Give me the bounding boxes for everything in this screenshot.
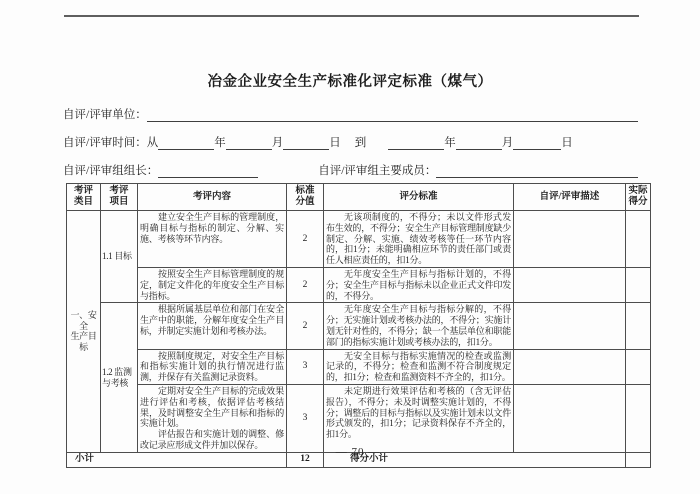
from-day-blank-field (283, 136, 329, 150)
column-header-actual-score: 实际 得分 (626, 184, 651, 211)
content-cell: 建立安全生产目标的管理制度，明确目标与指标的制定、分解、实施、考核等环节内容。 (138, 211, 287, 268)
table-row (67, 303, 651, 349)
time-line (63, 136, 638, 150)
content-cell: 定期对安全生产目标的完成效果进行评估和考核，依据评估考核结果，及时调整安全生产目标和指标的实施计划。 评估报告和实施计划的调整、修改记录应形成文件并加以保存。 (138, 384, 287, 452)
unit-line (63, 108, 638, 122)
time-label: 自评/评审时间：从 (63, 137, 159, 149)
standard-score-cell: 2 (287, 303, 324, 349)
column-header-project: 考评 项目 (101, 184, 138, 211)
actual-score-cell (626, 384, 651, 452)
to-year-blank-field (388, 136, 444, 150)
scoring-criteria-cell: 无安全目标与指标实施情况的检查或监测记录的，不得分；检查和监测不符合制度规定的，扣1分；检查和监测资料不齐全的，扣1分。 (324, 349, 514, 384)
review-description-cell (514, 267, 626, 302)
review-description-cell (514, 303, 626, 349)
table-row (67, 267, 651, 302)
scoring-criteria-cell: 无年度安全生产目标与指标计划的，不得分；安全生产目标与指标未以企业正式文件印发的，不得分。 (324, 267, 514, 302)
project-cell: 1.1 目标 (101, 211, 138, 303)
leader-line (63, 164, 638, 178)
scoring-criteria-cell: 未定期进行效果评估和考核的（含无评估报告），不得分；未及时调整实施计划的，不得分；调整后的目标与指标以及实施计划未以文件形式颁发的，扣1分；记录资料保存不齐全的，扣1分。 (324, 384, 514, 452)
category-cell: 一、安全 生产目标 (67, 211, 101, 453)
page-title: 冶金企业安全生产标准化评定标准（煤气） (207, 74, 493, 90)
day-label: 日 (329, 137, 341, 149)
month-label: 月 (501, 137, 514, 149)
actual-score-cell (626, 267, 651, 302)
subtotal-label: 小计 (67, 452, 287, 467)
actual-score-cell (626, 211, 651, 268)
table-row (67, 211, 651, 268)
year-label: 年 (214, 137, 226, 149)
unit-blank-field (147, 108, 638, 122)
to-day-blank-field (513, 136, 561, 150)
standard-score-cell: 3 (287, 384, 324, 452)
leader-label: 自评/评审组组长： (63, 165, 159, 177)
column-header-standard-score: 标准 分值 (287, 184, 324, 211)
page-number: — 70 — (335, 446, 381, 458)
actual-score-cell (626, 303, 651, 349)
evaluation-table (66, 183, 651, 468)
from-month-blank-field (226, 136, 272, 150)
review-description-cell (514, 211, 626, 268)
actual-score-cell (626, 349, 651, 384)
day-label: 日 (561, 137, 573, 149)
from-year-blank-field (158, 136, 214, 150)
content-cell: 按照制度规定，对安全生产目标和指标实施计划的执行情况进行监测，并保存有关监测记录资料。 (138, 349, 287, 384)
members-blank-field (436, 164, 638, 178)
column-header-content: 考评内容 (138, 184, 287, 211)
content-cell: 根据所属基层单位和部门在安全生产中的职能，分解年度安全生产目标，并制定实施计划和考核办法。 (138, 303, 287, 349)
standard-score-cell: 2 (287, 267, 324, 302)
content-cell: 按照安全生产目标管理制度的规定，制定文件化的年度安全生产目标与指标。 (138, 267, 287, 302)
review-description-cell (514, 349, 626, 384)
standard-score-cell: 3 (287, 349, 324, 384)
table-row (67, 384, 651, 452)
scoring-criteria-cell: 无年度安全生产目标与指标分解的，不得分；无实施计划或考核办法的，不得分；实施计划无针对性的，不得分；缺一个基层单位和职能部门的指标实施计划或考核办法的，扣1分。 (324, 303, 514, 349)
year-label: 年 (444, 137, 456, 149)
table-header-row (67, 184, 651, 211)
subtotal-score-label: 得分小计 (324, 452, 626, 467)
column-header-scoring-criteria: 评分标准 (324, 184, 514, 211)
month-label: 月 (271, 137, 284, 149)
header-rule (64, 15, 639, 17)
leader-blank-field (158, 164, 258, 178)
to-month-blank-field (456, 136, 502, 150)
review-description-cell (514, 384, 626, 452)
table-row (67, 349, 651, 384)
standard-score-cell: 2 (287, 211, 324, 268)
column-header-review-description: 自评/评审描述 (514, 184, 626, 211)
unit-label: 自评/评审单位： (63, 109, 147, 121)
scoring-criteria-cell: 无该项制度的，不得分；未以文件形式发布生效的，不得分；安全生产目标管理制度缺少制定、分解、实施、绩效考核等任一环节内容的，扣1分；未能明确相应环节的责任部门或责任人相应责任的，扣1分。 (324, 211, 514, 268)
column-header-category: 考评 类目 (67, 184, 101, 211)
to-label: 到 (354, 137, 367, 149)
project-cell: 1.2 监测 与考核 (101, 303, 138, 452)
subtotal-score: 12 (287, 452, 324, 467)
members-label: 自评/评审组主要成员： (318, 165, 437, 177)
